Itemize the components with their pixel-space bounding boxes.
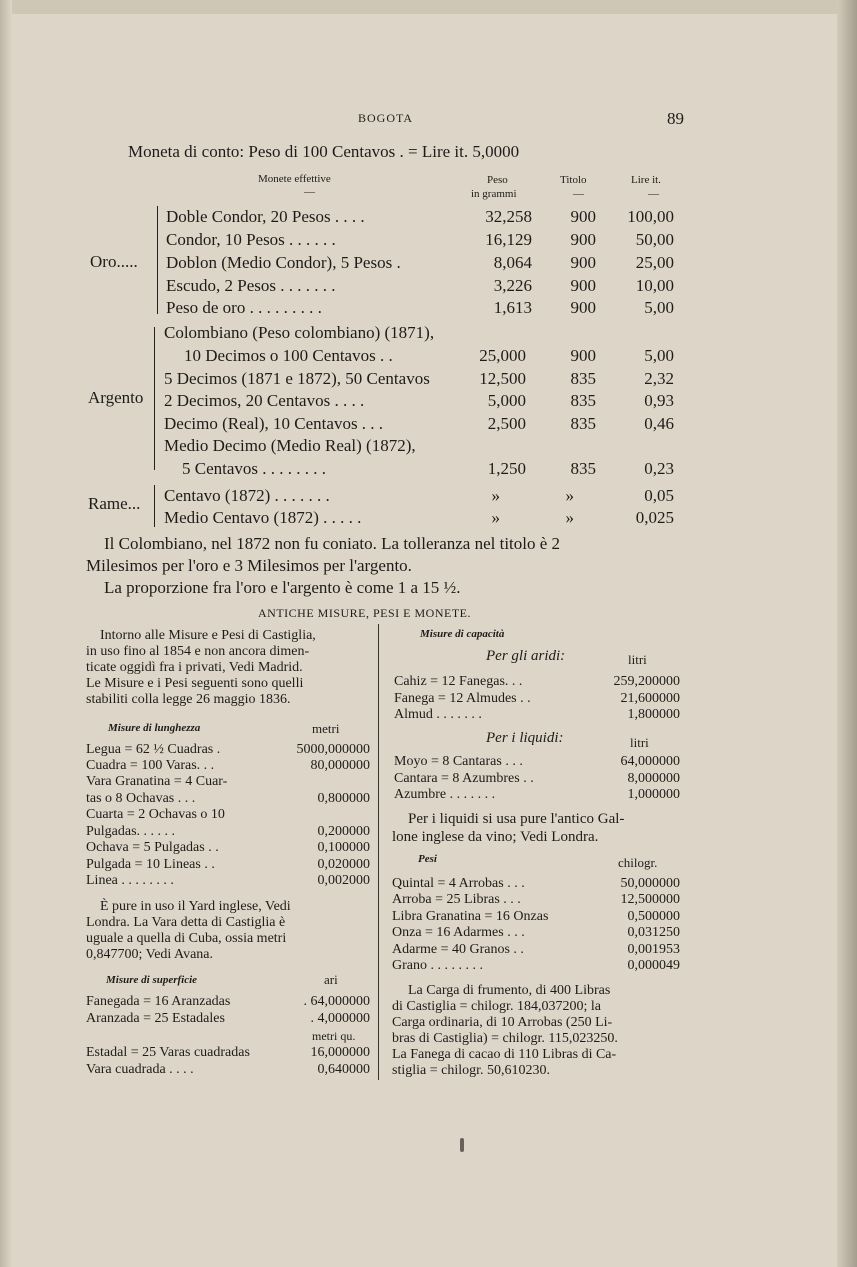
coin-name: Escudo, 2 Pesos . . . . . . . [166,276,336,295]
coin-titolo: 835 [570,391,596,410]
measure-value: 50,000000 [620,876,680,891]
coin-titolo: 835 [570,414,596,433]
coin-name: Medio Centavo (1872) . . . . . [164,508,362,527]
table-row [166,230,686,252]
measure-name: Pulgadas. . . . . . [86,824,176,839]
coin-lire: 100,00 [627,207,674,226]
coin-name: Decimo (Real), 10 Centavos . . . [164,414,384,433]
table-row [166,207,686,229]
measure-value: 16,000000 [310,1045,370,1060]
col-titolo-dash: — [573,188,584,200]
measure-name: Cahiz = 12 Fanegas. . . [394,674,523,689]
measure-value: 0,020000 [317,857,370,872]
coin-name: Centavo (1872) . . . . . . . [164,486,330,505]
measure-value: 5000,000000 [296,742,370,757]
coin-lire: 5,00 [644,346,674,365]
page-right-edge [837,0,857,1267]
list-item [392,925,680,941]
list-item [394,707,680,723]
measure-name: tas o 8 Ochavas . . . [86,791,196,806]
ink-mark [460,1138,464,1152]
list-item [86,1011,370,1027]
yard-note [86,899,374,963]
text-line: La Fanega di cacao di 110 Libras di Ca- [392,1047,617,1062]
coin-titolo: 900 [570,298,596,317]
measure-value: 1,800000 [627,707,680,722]
pesi-unit: chilogr. [618,855,658,870]
coin-peso: » [491,486,500,505]
list-item [86,857,370,873]
aridi-unit: litri [628,652,647,667]
coin-lire: 0,46 [644,414,674,433]
measure-value: 0,800000 [317,791,370,806]
page-top-edge [0,0,857,14]
carga-note [392,983,682,1079]
coin-name: 5 Centavos . . . . . . . . [182,459,327,478]
measure-name: Azumbre . . . . . . . [394,787,496,802]
brace-oro [157,206,158,314]
measure-name: Almud . . . . . . . [394,707,482,722]
measure-value: 0,640000 [317,1062,370,1077]
text-line: Londra. La Vara detta di Castiglia è [86,915,286,930]
coin-name: Peso de oro . . . . . . . . . [166,298,322,317]
coin-lire: 2,32 [644,369,674,388]
list-item [392,892,680,908]
coin-titolo: 835 [570,459,596,478]
measure-name: Ochava = 5 Pulgadas . . [86,840,219,855]
coin-lire: 0,93 [644,391,674,410]
coin-peso: 1,250 [487,459,526,478]
coin-titolo: 835 [570,369,596,388]
section-title: ANTICHE MISURE, PESI E MONETE. [258,606,471,620]
measure-value: 80,000000 [310,758,370,773]
coin-peso: 3,226 [493,276,532,295]
brace-argento [154,327,155,470]
measure-value: 0,200000 [317,824,370,839]
text-line: stiglia = chilogr. 50,610230. [392,1063,550,1078]
capacita-title: Misure di capacità [420,628,505,640]
coin-name: Doble Condor, 20 Pesos . . . . [166,207,365,226]
col-peso-sub: in grammi [471,188,517,200]
text-line: uguale a quella di Cuba, ossia metri [86,931,287,946]
page-number: 89 [667,109,684,128]
measure-name: Aranzada = 25 Estadales [86,1011,225,1026]
list-item [392,942,680,958]
text-line: La Carga di frumento, di 400 Libras [408,983,611,998]
note-proporzione: La proporzione fra l'oro e l'argento è come 1 a 15 ½. [104,578,461,597]
measure-value: . 64,000000 [303,994,370,1009]
measure-value: 1,000000 [627,787,680,802]
gallone-note [392,810,682,846]
list-item [86,742,370,758]
text-line: in uso fino al 1854 e non ancora dimen- [86,644,310,659]
measure-value: 21,600000 [620,691,680,706]
group-argento: Argento [88,388,144,407]
coin-name: Condor, 10 Pesos . . . . . . [166,230,336,249]
table-row [164,369,686,391]
coin-name: 10 Decimos o 100 Centavos . . [184,346,393,365]
measure-value: 8,000000 [627,771,680,786]
measure-name: Onza = 16 Adarmes . . . [392,925,525,940]
list-item [394,771,680,787]
coin-peso: 32,258 [485,207,532,226]
coin-lire: 0,05 [644,486,674,505]
coin-peso: 5,000 [487,391,526,410]
measure-value: 12,500000 [620,892,680,907]
list-item [394,674,680,690]
measure-value: 0,001953 [627,942,680,957]
note-colombiano-line1: Il Colombiano, nel 1872 non fu coniato. La tolleranza nel titolo è 2 [104,534,561,553]
coin-titolo: 900 [570,276,596,295]
table-row [164,486,686,508]
text-line: Intorno alle Misure e Pesi di Castiglia, [100,628,316,643]
list-item [86,791,370,807]
group-rame: Rame... [88,494,141,513]
measure-value: 0,000049 [627,958,680,973]
coin-titolo: 900 [570,346,596,365]
text-line: di Castiglia = chilogr. 184,037200; la [392,999,601,1014]
table-row [164,436,684,458]
coin-titolo: » [565,486,574,505]
coin-lire: 0,23 [644,459,674,478]
measure-name: Cuadra = 100 Varas. . . [86,758,215,773]
col-lire: Lire it. [631,174,661,186]
list-item [86,774,370,790]
measure-name: Libra Granatina = 16 Onzas [392,909,549,924]
text-line: Per i liquidi si usa pure l'antico Gal- [408,811,625,827]
measure-name: Adarme = 40 Granos . . [392,942,524,957]
measure-name: Moyo = 8 Cantaras . . . [394,754,523,769]
intro-paragraph [86,628,374,708]
coin-name: Medio Decimo (Medio Real) (1872), [164,436,416,455]
list-item [392,958,680,974]
page-left-edge [0,0,12,1267]
coin-peso: 2,500 [487,414,526,433]
table-row [166,253,686,275]
measure-name: Grano . . . . . . . . [392,958,483,973]
coin-titolo: » [565,508,574,527]
measure-name: Estadal = 25 Varas cuadradas [86,1045,250,1060]
coin-titolo: 900 [570,253,596,272]
coin-lire: 0,025 [635,508,674,527]
coin-lire: 10,00 [635,276,674,295]
list-item [394,754,680,770]
measure-name: Cuarta = 2 Ochavas o 10 [86,807,225,822]
col-monete-dash: — [304,186,315,198]
measure-value: 0,500000 [627,909,680,924]
coin-titolo: 900 [570,230,596,249]
coin-lire: 25,00 [635,253,674,272]
list-item [392,909,680,925]
measure-name: Vara cuadrada . . . . [86,1062,194,1077]
note-colombiano-line2: Milesimos per l'oro e 3 Milesimos per l'argento. [86,556,412,575]
text-line: Carga ordinaria, di 10 Arrobas (250 Li- [392,1015,613,1030]
list-item [86,873,370,889]
list-item [86,758,370,774]
table-row [164,414,686,436]
lunghezza-title: Misure di lunghezza [108,722,201,734]
pesi-title: Pesi [418,853,437,865]
coin-lire: 50,00 [635,230,674,249]
coin-name: Colombiano (Peso colombiano) (1871), [164,323,435,342]
coin-titolo: 900 [570,207,596,226]
table-row [164,346,686,368]
table-row [164,323,684,345]
coin-lire: 5,00 [644,298,674,317]
brace-rame [154,485,155,527]
col-titolo: Titolo [560,174,587,186]
liquidi-unit: litri [630,735,649,750]
table-row [166,298,686,320]
superficie-title: Misure di superficie [106,974,198,986]
col-monete-effettive: Monete effettive [258,173,331,185]
measure-name: Fanegada = 16 Aranzadas [86,994,231,1009]
text-line: È pure in uso il Yard inglese, Vedi [100,899,291,914]
liquidi-title: Per i liquidi: [486,730,564,746]
measure-name: Linea . . . . . . . . [86,873,174,888]
coin-peso: 12,500 [479,369,526,388]
table-row [164,459,686,481]
coin-name: 5 Decimos (1871 e 1872), 50 Centavos [164,369,430,388]
superficie-unit-2: metri qu. [312,1029,356,1043]
table-row [164,508,686,530]
measure-value: . 4,000000 [310,1011,370,1026]
text-line: lone inglese da vino; Vedi Londra. [392,829,599,845]
measure-name: Arroba = 25 Libras . . . [392,892,521,907]
text-line: ticate oggidì fra i privati, Vedi Madrid. [86,660,303,675]
coin-peso: 16,129 [485,230,532,249]
measure-value: 0,100000 [317,840,370,855]
coin-peso: 1,613 [493,298,532,317]
list-item [86,1045,370,1061]
list-item [86,840,370,856]
column-divider [378,624,379,1080]
text-line: 0,847700; Vedi Avana. [86,947,214,962]
coin-peso: 8,064 [493,253,532,272]
aridi-title: Per gli aridi: [486,648,566,664]
list-item [394,787,680,803]
table-row [166,276,686,298]
list-item [86,994,370,1010]
lunghezza-unit: metri [312,721,340,736]
superficie-unit: ari [324,972,338,987]
measure-name: Quintal = 4 Arrobas . . . [392,876,525,891]
measure-name: Pulgada = 10 Lineas . . [86,857,215,872]
list-item [394,691,680,707]
list-item [86,824,370,840]
measure-name: Vara Granatina = 4 Cuar- [86,774,228,789]
group-oro: Oro..... [90,252,138,271]
coin-peso: 25,000 [479,346,526,365]
col-peso: Peso [487,174,508,186]
measure-name: Legua = 62 ½ Cuadras . [86,742,221,757]
measure-value: 0,002000 [317,873,370,888]
measure-value: 0,031250 [627,925,680,940]
coin-name: Doblon (Medio Condor), 5 Pesos . [166,253,401,272]
coin-peso: » [491,508,500,527]
text-line: bras di Castiglia) = chilogr. 115,023250. [392,1031,618,1046]
table-row [164,391,686,413]
running-head: BOGOTA [358,111,414,125]
list-item [86,807,370,823]
measure-name: Fanega = 12 Almudes . . [394,691,531,706]
measure-value: 64,000000 [620,754,680,769]
moneta-di-conto: Moneta di conto: Peso di 100 Centavos . = Lire it. 5,0000 [128,142,520,161]
text-line: Le Misure e i Pesi seguenti sono quelli [86,676,304,691]
text-line: stabiliti colla legge 26 maggio 1836. [86,692,291,707]
col-lire-dash: — [648,188,659,200]
measure-value: 259,200000 [613,674,680,689]
list-item [86,1062,370,1078]
coin-name: 2 Decimos, 20 Centavos . . . . [164,391,365,410]
list-item [392,876,680,892]
measure-name: Cantara = 8 Azumbres . . [394,771,534,786]
